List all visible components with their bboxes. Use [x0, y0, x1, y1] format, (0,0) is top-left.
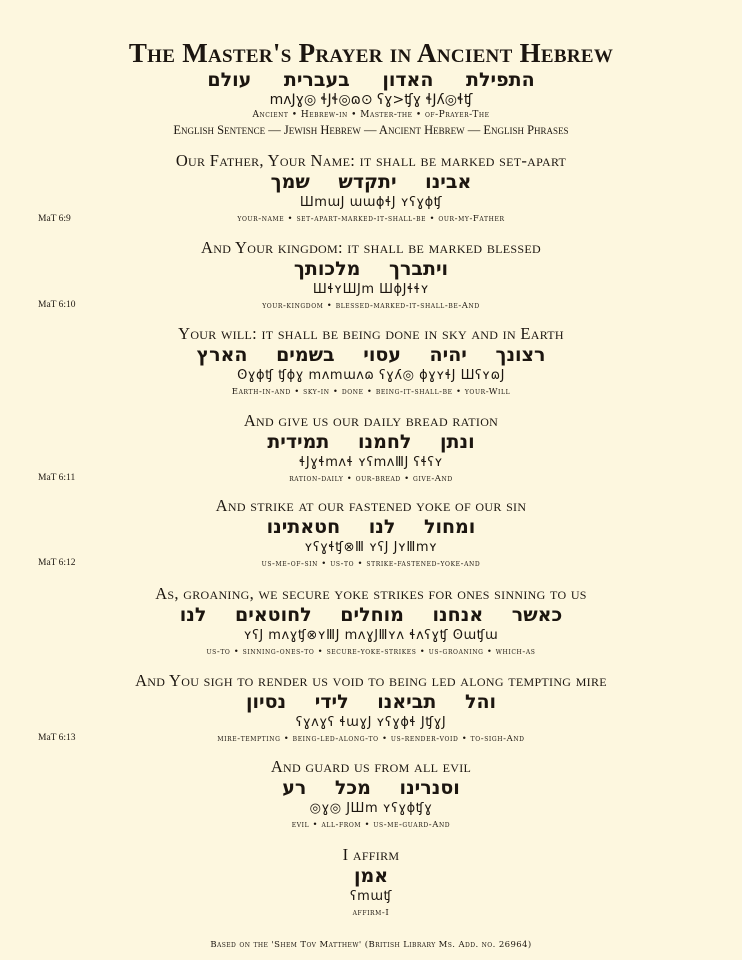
english-phrases: evil • all-from • us-me-guard-And: [291, 820, 451, 830]
page-title: The Master's Prayer in Ancient Hebrew: [128, 38, 614, 68]
verse-section: [0, 757, 742, 832]
hebrew-text: ומחול לנו חטאתינו: [266, 516, 476, 538]
ancient-hebrew-text: ◎ɣ◎ JШm ʏʕɣɸʧɣ: [309, 801, 433, 816]
english-sentence: And strike at our fastened yoke of our sin: [215, 496, 527, 515]
hebrew-text: ויתברך מלכותך: [293, 258, 449, 280]
verse-section: [0, 845, 742, 920]
english-sentence: I affirm: [342, 845, 400, 864]
verse-reference: MaT 6:9: [38, 214, 71, 224]
ancient-hebrew-text: ɬJɣɬmʌɬ ʏʕmʌⅢJ ʕɬʕʏ: [299, 455, 443, 470]
english-phrases: ration-daily • our-bread • give-And: [289, 474, 453, 484]
ancient-hebrew-text: ʏʕJ mʌɣʧ⊗ʏⅢJ mʌɣJⅢʏʌ ɬʌʕɣʧ ʘɯʧɯ: [243, 628, 499, 643]
english-phrases: affirm-I: [352, 908, 390, 918]
verse-section: [0, 671, 742, 746]
english-phrases: Earth-in-and • sky-in • done • being-it-shall-be • your-Will: [231, 387, 511, 397]
hebrew-title: התפילת האדון בעברית עולם: [207, 69, 535, 91]
ancient-hebrew-text: ШɬʏШJm ШɸJɬɬʏ: [312, 282, 430, 297]
hebrew-text: אבינו יתקדש שמך: [270, 171, 472, 193]
english-phrases: your-name • set-apart-marked-it-shall-be • our-my-Father: [237, 214, 505, 224]
verse-section: [0, 411, 742, 486]
hebrew-text: ונתן לחמנו תמידית: [267, 431, 475, 453]
legend-line: English Sentence — Jewish Hebrew — Ancient Hebrew — English Phrases: [173, 123, 569, 137]
title-gloss: Ancient • Hebrew-in • Master-the • of-Prayer-The: [252, 110, 490, 120]
verse-section: [0, 151, 742, 226]
english-phrases: your-kingdom • blessed-marked-it-shall-be-And: [262, 301, 480, 311]
verse-section: [0, 238, 742, 313]
english-sentence: And Your kingdom: it shall be marked blessed: [201, 238, 541, 257]
hebrew-text: אמן: [353, 865, 389, 887]
english-phrases: us-to • sinning-ones-to • secure-yoke-strikes • us-groaning • which-as: [206, 647, 536, 657]
english-sentence: And guard us from all evil: [270, 757, 472, 776]
english-sentence: Your will: it shall be being done in sky and in Earth: [178, 324, 564, 343]
ancient-hebrew-text: ШmɯJ ɯɯɸɬJ ʏʕɣɸʧ: [299, 195, 443, 210]
hebrew-text: והל תביאנו לידי נסיון: [245, 691, 497, 713]
verse-reference: MaT 6:10: [38, 300, 76, 310]
ancient-hebrew-text: ʘɣɸʧ ʧɸɣ mʌmɯʌɷ ʕɣʎ◎ ɸɣʏɬJ ШʕʏɷJ: [237, 368, 505, 383]
verse-reference: MaT 6:12: [38, 558, 76, 568]
verse-section: [0, 324, 742, 399]
source-footer: Based on the 'Shem Tov Matthew' (British Library Ms. Add. no. 26964): [210, 940, 532, 950]
verse-section: [0, 496, 742, 571]
ancient-hebrew-text: ʏʕɣɬʧ⊗Ⅲ ʏʕJ JʏⅢmʏ: [304, 540, 438, 555]
hebrew-text: כאשר אנחנו מוחלים לחוטאים לנו: [179, 604, 563, 626]
verse-section: [0, 584, 742, 659]
english-sentence: And You sigh to render us void to being led along tempting mire: [135, 671, 607, 690]
english-sentence: Our Father, Your Name: it shall be marked set-apart: [175, 151, 567, 170]
verse-reference: MaT 6:11: [38, 473, 76, 483]
english-sentence: As, groaning, we secure yoke strikes for ones sinning to us: [155, 584, 587, 603]
ancient-hebrew-text: ʕɣʌɣʕ ɬɯɣJ ʏʕɣɸɬ JʧɣJ: [295, 715, 447, 730]
verse-reference: MaT 6:13: [38, 733, 76, 743]
hebrew-text: וסנרינו מכל רע: [282, 777, 460, 799]
ancient-hebrew-title: mʌJɣ◎ ɬJɬ◎ɷ⊙ ʕɣ>ʧɣ ɬJʎ◎ɬʧ: [269, 92, 473, 108]
english-phrases: us-me-of-sin • us-to • strike-fastened-yoke-and: [261, 559, 481, 569]
hebrew-text: רצונך יהיה עסוי בשמים הארץ: [196, 344, 546, 366]
ancient-hebrew-text: ʕmɯʧ: [350, 889, 392, 904]
english-phrases: mire-tempting • being-led-along-to • us-render-void • to-sigh-And: [217, 734, 525, 744]
english-sentence: And give us our daily bread ration: [243, 411, 499, 430]
